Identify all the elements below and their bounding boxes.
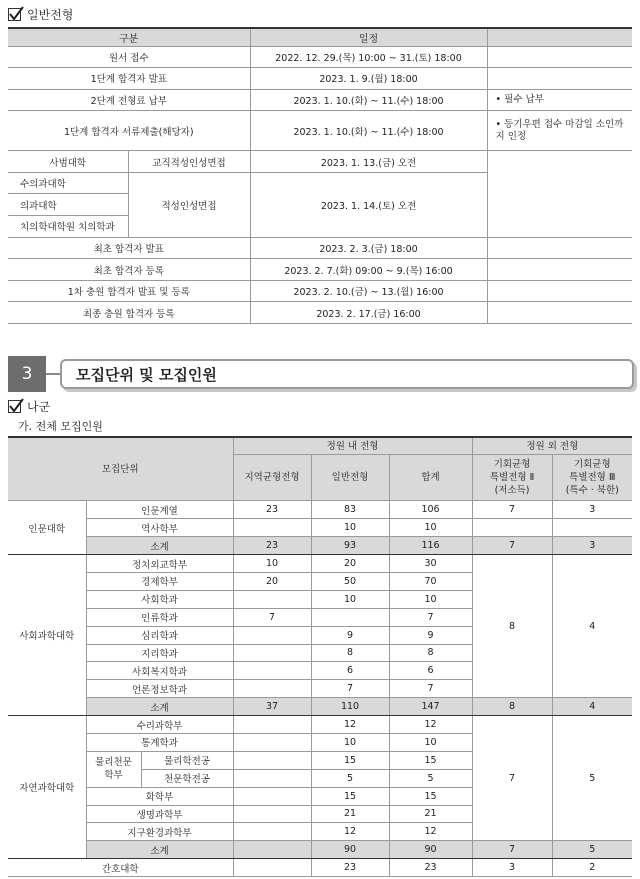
unit-name: 수리과학부 [86, 716, 233, 734]
cell-regional [233, 859, 311, 877]
cell-general: 21 [311, 805, 389, 823]
cell-general: 5 [311, 769, 389, 787]
cell-regional [233, 662, 311, 680]
schedule-row [8, 151, 632, 173]
schedule-note [487, 46, 632, 68]
cell-regional [233, 841, 311, 859]
cell-total: 70 [389, 572, 472, 590]
unit-name: 사회학과 [86, 590, 233, 608]
interview-type: 교직적성인성면접 [128, 151, 250, 173]
subtotal-label: 소계 [86, 698, 233, 716]
college-name: 간호대학 [8, 859, 233, 877]
cell-total: 7 [389, 608, 472, 626]
cell-regional [233, 680, 311, 698]
unit-name: 사회복지학과 [86, 662, 233, 680]
cell-regional [233, 823, 311, 841]
cell-total: 147 [389, 698, 472, 716]
cell-general: 23 [311, 859, 389, 877]
checkbox-icon [8, 8, 21, 21]
schedule-date: 2023. 1. 10.(화) ~ 11.(수) 18:00 [250, 111, 487, 151]
cell-general: 10 [311, 590, 389, 608]
schedule-row [8, 259, 632, 281]
unit-name: 정치외교학부 [86, 555, 233, 573]
cell-general: 110 [311, 698, 389, 716]
cell-special3 [552, 519, 632, 537]
header-category: 구분 [8, 28, 250, 46]
schedule-note [487, 302, 632, 324]
cell-total: 12 [389, 823, 472, 841]
schedule-row [8, 280, 632, 302]
cell-general: 7 [311, 680, 389, 698]
cell-general: 10 [311, 733, 389, 751]
quota-section-title: 나군 [27, 400, 51, 414]
cell-regional [233, 805, 311, 823]
cell-total: 30 [389, 555, 472, 573]
cell-total: 10 [389, 590, 472, 608]
cell-special2: 3 [472, 859, 552, 877]
unit-name: 경제학부 [86, 572, 233, 590]
section-title: 모집단위 및 모집인원 [60, 359, 634, 389]
cell-total: 106 [389, 501, 472, 519]
cell-general: 6 [311, 662, 389, 680]
header-within: 정원 내 전형 [233, 437, 472, 455]
table-row [8, 501, 632, 519]
schedule-note [487, 280, 632, 302]
cell-regional: 7 [233, 608, 311, 626]
cell-special3: 5 [552, 716, 632, 841]
header-schedule: 일정 [250, 28, 487, 46]
schedule-date: 2022. 12. 29.(목) 10:00 ~ 31.(토) 18:00 [250, 46, 487, 68]
schedule-note [487, 151, 632, 237]
cell-special3: 3 [552, 537, 632, 555]
schedule-note [487, 237, 632, 259]
header-regional: 지역균형전형 [233, 455, 311, 501]
table-row [8, 519, 632, 537]
section-banner [8, 356, 634, 392]
unit-name: 심리학과 [86, 626, 233, 644]
unit-name: 화학부 [86, 787, 233, 805]
cell-total: 6 [389, 662, 472, 680]
schedule-note: • 필수 납부 [487, 89, 632, 111]
schedule-row [8, 237, 632, 259]
cell-general [311, 608, 389, 626]
interview-college: 사범대학 [8, 151, 128, 173]
schedule-date: 2023. 1. 14.(토) 오전 [250, 172, 487, 237]
college-name: 자연과학대학 [8, 716, 86, 859]
schedule-label: 1단계 합격자 서류제출(해당자) [8, 111, 250, 151]
cell-total: 90 [389, 841, 472, 859]
cell-special2: 7 [472, 501, 552, 519]
unit-name: 역사학부 [86, 519, 233, 537]
subtotal-row [8, 698, 632, 716]
schedule-label: 1차 충원 합격자 발표 및 등록 [8, 280, 250, 302]
quota-table [8, 436, 632, 877]
schedule-date: 2023. 2. 17.(금) 16:00 [250, 302, 487, 324]
unit-name: 언론정보학과 [86, 680, 233, 698]
header-note [487, 28, 632, 46]
unit-name: 인문계열 [86, 501, 233, 519]
cell-regional [233, 716, 311, 734]
cell-regional [233, 733, 311, 751]
quota-subtitle: 가. 전체 모집인원 [18, 420, 103, 433]
banner-connector [46, 373, 60, 375]
checkbox-icon [8, 400, 21, 413]
cell-special2: 7 [472, 537, 552, 555]
table-row [8, 859, 632, 877]
schedule-row [8, 46, 632, 68]
schedule-label: 1단계 합격자 발표 [8, 68, 250, 90]
cell-special3: 2 [552, 859, 632, 877]
unit-name: 지구환경과학부 [86, 823, 233, 841]
cell-regional [233, 787, 311, 805]
cell-special3: 5 [552, 841, 632, 859]
cell-special2: 8 [472, 555, 552, 698]
schedule-note: • 등기우편 접수 마감일 소인까지 인정 [487, 111, 632, 151]
schedule-section-title: 일반전형 [27, 8, 74, 22]
cell-general: 50 [311, 572, 389, 590]
cell-general: 12 [311, 716, 389, 734]
header-general: 일반전형 [311, 455, 389, 501]
subtotal-label: 소계 [86, 537, 233, 555]
schedule-date: 2023. 1. 13.(금) 오전 [250, 151, 487, 173]
cell-total: 15 [389, 751, 472, 769]
unit-name: 인류학과 [86, 608, 233, 626]
cell-total: 23 [389, 859, 472, 877]
cell-general: 10 [311, 519, 389, 537]
schedule-note [487, 259, 632, 281]
cell-regional: 23 [233, 537, 311, 555]
schedule-header-row [8, 28, 632, 46]
schedule-label: 최초 합격자 등록 [8, 259, 250, 281]
interview-college: 수의과대학 [8, 172, 128, 194]
table-row [8, 555, 632, 573]
quota-section-heading [8, 398, 50, 415]
schedule-label: 최종 충원 합격자 등록 [8, 302, 250, 324]
cell-regional: 23 [233, 501, 311, 519]
cell-total: 12 [389, 716, 472, 734]
cell-regional [233, 644, 311, 662]
unit-name: 지리학과 [86, 644, 233, 662]
schedule-section-heading [8, 6, 73, 23]
cell-general: 8 [311, 644, 389, 662]
header-special2: 기회균형 특별전형 Ⅱ (저소득) [472, 455, 552, 501]
cell-general: 93 [311, 537, 389, 555]
cell-special3: 4 [552, 698, 632, 716]
cell-general: 20 [311, 555, 389, 573]
cell-regional: 37 [233, 698, 311, 716]
cell-regional: 20 [233, 572, 311, 590]
subtotal-row [8, 841, 632, 859]
cell-regional [233, 751, 311, 769]
cell-regional [233, 769, 311, 787]
schedule-date: 2023. 2. 3.(금) 18:00 [250, 237, 487, 259]
cell-total: 21 [389, 805, 472, 823]
cell-total: 9 [389, 626, 472, 644]
cell-general: 9 [311, 626, 389, 644]
cell-special3: 4 [552, 555, 632, 698]
cell-general: 15 [311, 787, 389, 805]
cell-regional [233, 590, 311, 608]
subtotal-label: 소계 [86, 841, 233, 859]
cell-regional: 10 [233, 555, 311, 573]
schedule-table [8, 27, 632, 324]
schedule-label: 최초 합격자 발표 [8, 237, 250, 259]
cell-total: 15 [389, 787, 472, 805]
cell-special2: 8 [472, 698, 552, 716]
cell-general: 90 [311, 841, 389, 859]
cell-regional [233, 519, 311, 537]
schedule-label: 2단계 전형료 납부 [8, 89, 250, 111]
cell-total: 7 [389, 680, 472, 698]
cell-total: 10 [389, 733, 472, 751]
cell-special2 [472, 519, 552, 537]
unit-name: 생명과학부 [86, 805, 233, 823]
unit-name: 천문학전공 [141, 769, 233, 787]
section-number: 3 [8, 356, 46, 392]
interview-type: 적성인성면접 [128, 172, 250, 237]
schedule-label: 원서 접수 [8, 46, 250, 68]
interview-college: 치의학대학원 치의학과 [8, 216, 128, 238]
header-unit: 모집단위 [8, 437, 233, 501]
interview-college: 의과대학 [8, 194, 128, 216]
header-outside: 정원 외 전형 [472, 437, 632, 455]
header-total: 합계 [389, 455, 472, 501]
header-special3: 기회균형 특별전형 Ⅲ (특수 · 북한) [552, 455, 632, 501]
cell-general: 15 [311, 751, 389, 769]
cell-total: 10 [389, 519, 472, 537]
cell-general: 83 [311, 501, 389, 519]
cell-special2: 7 [472, 841, 552, 859]
schedule-row [8, 68, 632, 90]
schedule-date: 2023. 1. 10.(화) ~ 11.(수) 18:00 [250, 89, 487, 111]
cell-total: 5 [389, 769, 472, 787]
schedule-note [487, 68, 632, 90]
unit-name: 물리학전공 [141, 751, 233, 769]
cell-special3: 3 [552, 501, 632, 519]
schedule-date: 2023. 2. 10.(금) ~ 13.(월) 16:00 [250, 280, 487, 302]
cell-regional [233, 626, 311, 644]
schedule-date: 2023. 1. 9.(월) 18:00 [250, 68, 487, 90]
cell-total: 116 [389, 537, 472, 555]
table-row [8, 716, 632, 734]
schedule-row [8, 89, 632, 111]
cell-special2: 7 [472, 716, 552, 841]
cell-general: 12 [311, 823, 389, 841]
subtotal-row [8, 537, 632, 555]
schedule-row [8, 111, 632, 151]
unit-name: 통계학과 [86, 733, 233, 751]
unit-group: 물리천문 학부 [86, 751, 141, 787]
college-name: 인문대학 [8, 501, 86, 555]
schedule-row [8, 302, 632, 324]
schedule-date: 2023. 2. 7.(화) 09:00 ~ 9.(목) 16:00 [250, 259, 487, 281]
cell-total: 8 [389, 644, 472, 662]
college-name: 사회과학대학 [8, 555, 86, 716]
